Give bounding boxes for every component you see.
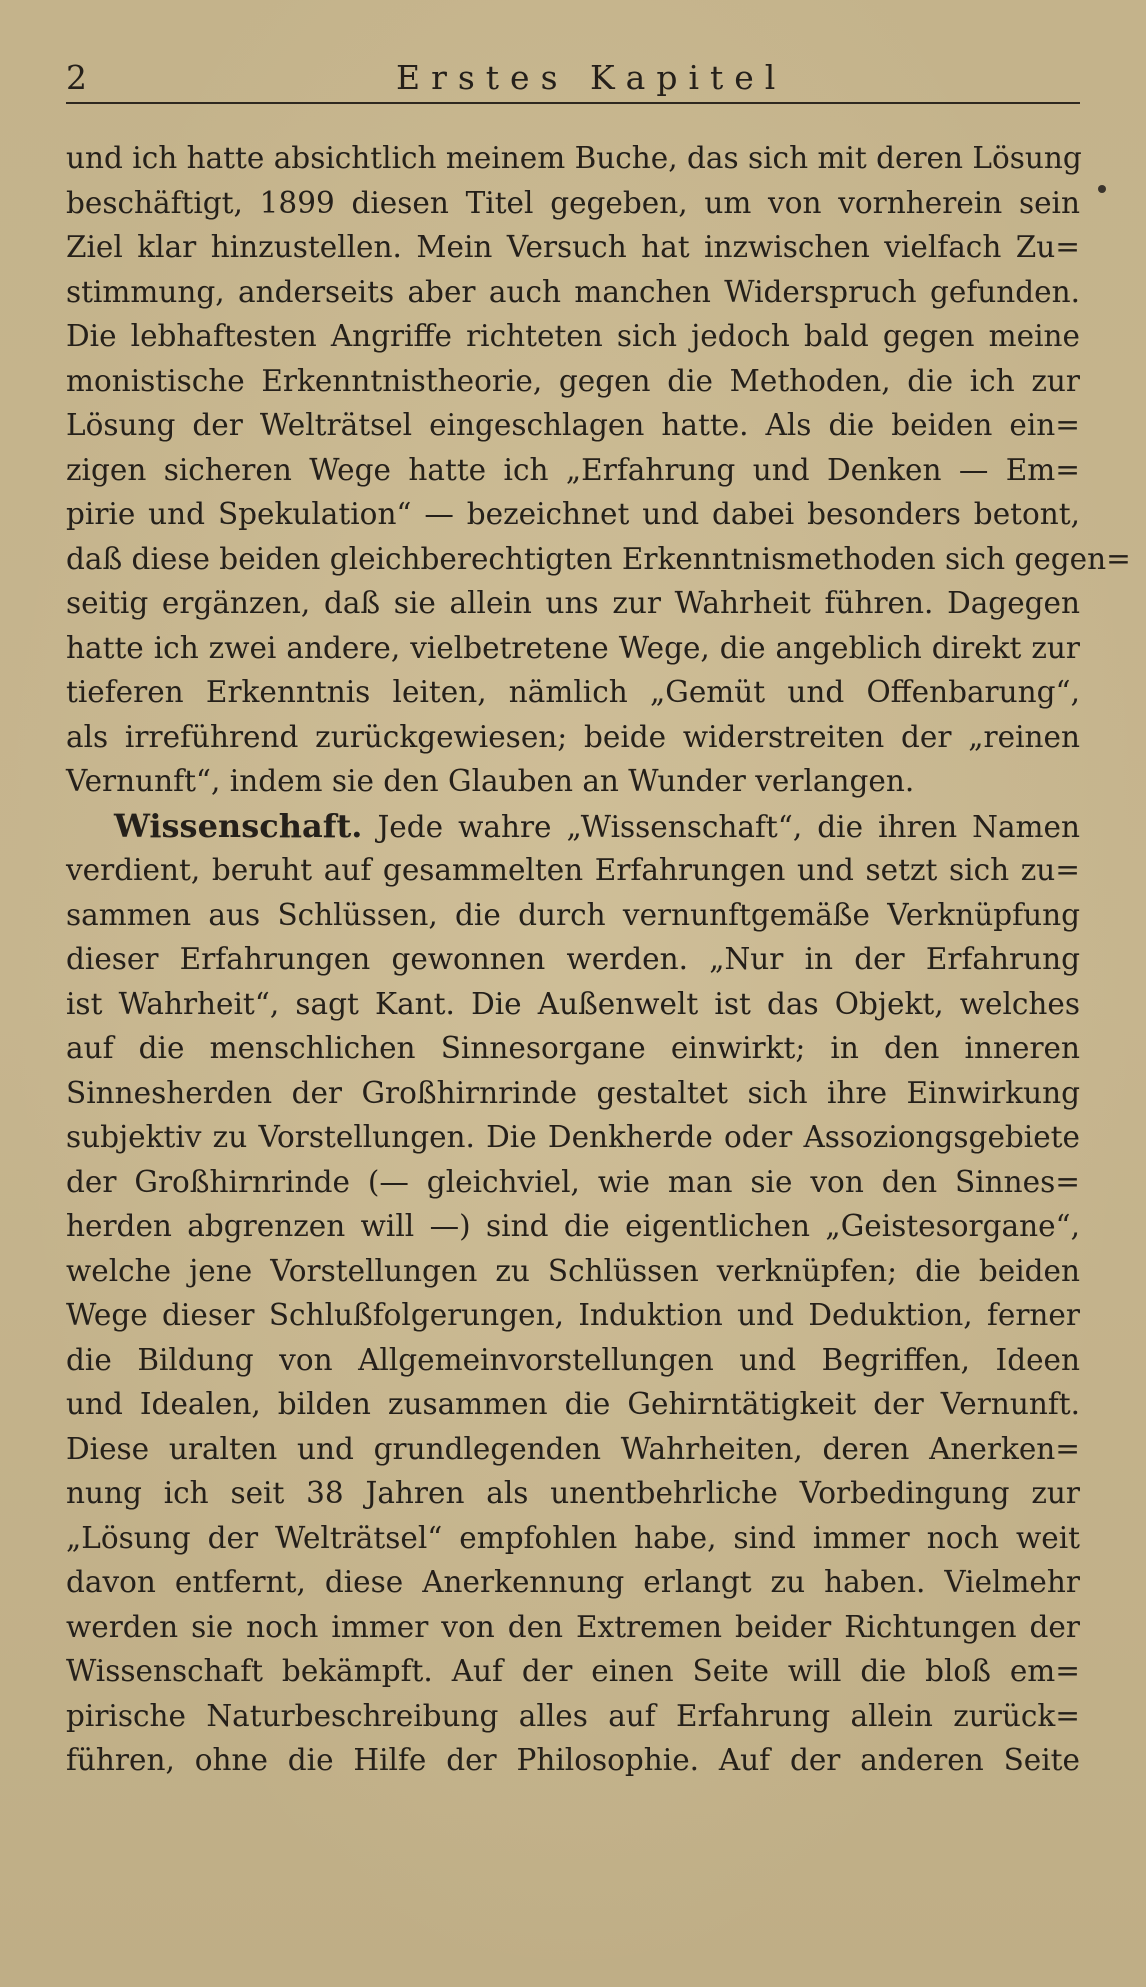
text-line: subjektiv zu Vorstellungen. Die Denkherde oder Assoziongsgebiete [66, 1120, 1080, 1154]
text-line: hatte ich zwei andere, vielbetretene Wege, die angeblich direkt zur [66, 630, 1080, 665]
text-line: Vernunft“, indem sie den Glauben an Wunder verlangen. [66, 764, 915, 798]
text-line: dieser Erfahrungen gewonnen werden. „Nur in der Erfahrung [66, 942, 1080, 976]
text-line: der Großhirnrinde (— gleichviel, wie man sie von den Sinnes= [66, 1164, 1080, 1199]
text-line: verdient, beruht auf gesammelten Erfahrungen und setzt sich zu= [66, 853, 1080, 887]
text-line: „Lösung der Welträtsel“ empfohlen habe, sind immer noch weit [66, 1520, 1080, 1555]
text-line: herden abgrenzen will —) sind die eigentlichen „Geistesorgane“, [66, 1209, 1080, 1243]
text-line: pirie und Spekulation“ — bezeichnet und dabei besonders betont, [66, 497, 1080, 531]
page-header [66, 58, 1078, 104]
page-number: 2 [66, 58, 87, 97]
text-line: Wege dieser Schlußfolgerungen, Induktion und Deduktion, ferner [66, 1298, 1080, 1332]
text-line: seitig ergänzen, daß sie allein uns zur Wahrheit führen. Dagegen [66, 586, 1080, 620]
paragraph-first-line [66, 804, 1080, 849]
text-line: Wissenschaft bekämpft. Auf der einen Seite will die bloß em= [66, 1654, 1080, 1688]
paragraph-continued [66, 136, 1131, 804]
text-line: stimmung, anderseits aber auch manchen Widerspruch gefunden. [66, 274, 1080, 309]
text-line: pirische Naturbeschreibung alles auf Erfahrung allein zurück= [66, 1698, 1080, 1733]
text-line: und ich hatte absichtlich meinem Buche, das sich mit deren Lösung [66, 141, 1082, 175]
section-lead-term: Wissenschaft. [114, 806, 363, 845]
text-fragment: Jede wahre „Wissenschaft“, die ihren Namen [377, 809, 1080, 844]
paragraph-wissenschaft [66, 804, 1080, 1783]
header-rule [66, 102, 1080, 104]
text-line: monistische Erkenntnistheorie, gegen die Methoden, die ich zur [66, 363, 1080, 398]
running-head: Erstes Kapitel [396, 58, 787, 97]
text-line: Lösung der Welträtsel eingeschlagen hatte. Als die beiden ein= [66, 408, 1080, 442]
text-line: sammen aus Schlüssen, die durch vernunftgemäße Verknüpfung [66, 897, 1080, 932]
text-line: Sinnesherden der Großhirnrinde gestaltet sich ihre Einwirkung [66, 1075, 1080, 1110]
text-line: führen, ohne die Hilfe der Philosophie. Auf der anderen Seite [66, 1743, 1080, 1777]
text-line: werden sie noch immer von den Extremen beider Richtungen der [66, 1609, 1080, 1644]
text-line: beschäftigt, 1899 diesen Titel gegeben, um von vornherein sein [66, 185, 1080, 220]
text-line: Ziel klar hinzustellen. Mein Versuch hat inzwischen vielfach Zu= [66, 230, 1080, 264]
text-line: daß diese beiden gleichberechtigten Erkenntnismethoden sich gegen= [66, 541, 1131, 576]
text-line: die Bildung von Allgemeinvorstellungen und Begriffen, Ideen [66, 1342, 1080, 1377]
text-line: tieferen Erkenntnis leiten, nämlich „Gemüt und Offenbarung“, [66, 675, 1080, 709]
text-line: zigen sicheren Wege hatte ich „Erfahrung und Denken — Em= [66, 452, 1080, 487]
text-line: auf die menschlichen Sinnesorgane einwirkt; in den inneren [66, 1031, 1080, 1065]
body-text [66, 136, 1131, 1783]
ink-speck [1098, 185, 1106, 193]
text-line: Diese uralten und grundlegenden Wahrheiten, deren Anerken= [66, 1431, 1080, 1466]
text-line: ist Wahrheit“, sagt Kant. Die Außenwelt ist das Objekt, welches [66, 986, 1080, 1021]
text-line: als irreführend zurückgewiesen; beide widerstreiten der „reinen [66, 719, 1080, 754]
text-line: davon entfernt, diese Anerkennung erlangt zu haben. Vielmehr [66, 1565, 1080, 1599]
text-line: welche jene Vorstellungen zu Schlüssen verknüpfen; die beiden [66, 1253, 1080, 1288]
text-line: und Idealen, bilden zusammen die Gehirntätigkeit der Vernunft. [66, 1387, 1080, 1421]
text-line: nung ich seit 38 Jahren als unentbehrliche Vorbedingung zur [66, 1476, 1080, 1510]
text-line: Die lebhaftesten Angriffe richteten sich jedoch bald gegen meine [66, 319, 1080, 353]
